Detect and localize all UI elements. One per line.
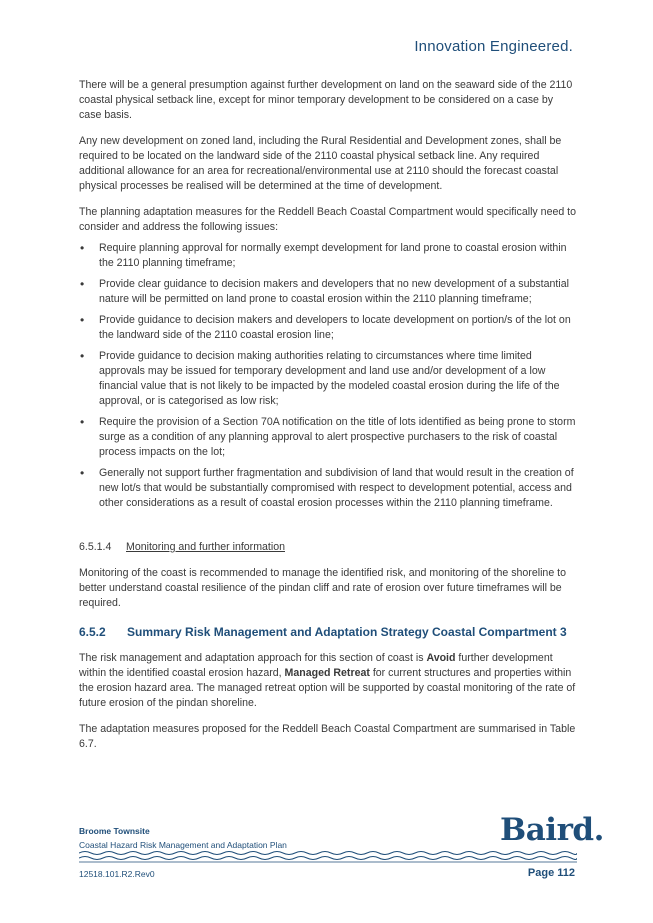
text-run: The risk management and adaptation approach for this section of coast is	[79, 652, 427, 664]
list-item: • Require the provision of a Section 70A notification on the title of lots identified as being prone to storm surge as a condition of any planning approval to alert prospective purchasers to the risk of coastal process impacts on the lot;	[79, 415, 577, 460]
section-number: 6.5.2	[79, 625, 106, 639]
page-body	[79, 78, 577, 763]
section-title: Summary Risk Management and Adaptation Strategy Coastal Compartment 3	[127, 625, 567, 639]
text-run-bold: Managed Retreat	[284, 667, 370, 679]
subsection-heading	[79, 540, 577, 555]
list-item: • Require planning approval for normally exempt development for land prone to coastal erosion within the 2110 planning timeframe;	[79, 241, 577, 271]
issues-list	[79, 241, 577, 511]
paragraph: There will be a general presumption against further development on land on the seaward side of the 2110 coastal physical setback line, except for minor temporary development to be considered on a case by case basis.	[79, 79, 573, 121]
paragraph: The adaptation measures proposed for the Reddell Beach Coastal Compartment are summarised in Table 6.7.	[79, 723, 576, 750]
list-item: • Provide guidance to decision making authorities relating to circumstances where time limited approvals may be issued for temporary development and land use and/or development of a low financial value that is not likely to be impacted by the modeled coastal erosion during the life of the approval, or is categorised as low risk;	[79, 349, 577, 409]
subsection-number: 6.5.1.4	[79, 541, 112, 553]
list-item: • Generally not support further fragmentation and subdivision of land that would result in the creation of new lot/s that would be substantially compromised with respect to development potential, access and other considerations as a result of coastal erosion processes within the 2110 planning timeframe.	[79, 466, 577, 511]
footer-info	[79, 824, 287, 852]
document-reference: 12518.101.R2.Rev0	[79, 869, 155, 879]
footer-org: Broome Townsite	[79, 826, 150, 836]
paragraph: The planning adaptation measures for the Reddell Beach Coastal Compartment would specifically need to consider and address the following issues:	[79, 206, 577, 233]
list-item: • Provide guidance to decision makers and developers to locate development on portion/s of the lot on the landward side of the 2110 coastal erosion line;	[79, 313, 577, 343]
list-item: • Provide clear guidance to decision makers and developers that no new development of a substantial nature will be permitted on land prone to coastal erosion within the 2110 planning timeframe;	[79, 277, 577, 307]
wave-divider	[79, 849, 577, 863]
section-heading	[79, 625, 577, 640]
subsection-title: Monitoring and further information	[126, 541, 285, 553]
paragraph: Monitoring of the coast is recommended to manage the identified risk, and monitoring of the shoreline to better understand coastal resilience of the pindan cliff and rate of erosion over future timeframes will be required.	[79, 567, 566, 609]
baird-logo: Baird.	[500, 812, 604, 848]
footer-doc-title: Coastal Hazard Risk Management and Adaptation Plan	[79, 840, 287, 850]
paragraph	[79, 651, 577, 711]
header-tagline: Innovation Engineered.	[414, 38, 573, 55]
text-run: for current structures and properties within the erosion hazard area. The managed retreat option will be supported by coastal monitoring of the rate of future erosion of the pindan shoreline.	[79, 667, 576, 709]
page-number: Page 112	[527, 867, 575, 879]
text-run: further development within the identified coastal erosion hazard,	[79, 652, 553, 679]
paragraph: Any new development on zoned land, including the Rural Residential and Development zones, shall be required to be located on the landward side of the 2110 coastal physical setback line. Any required additional allowance for an area for recreational/environmental use at 2110 should the forecast coastal physical processes be realised will be determined at the time of development.	[79, 135, 562, 192]
text-run-bold: Avoid	[426, 652, 456, 664]
